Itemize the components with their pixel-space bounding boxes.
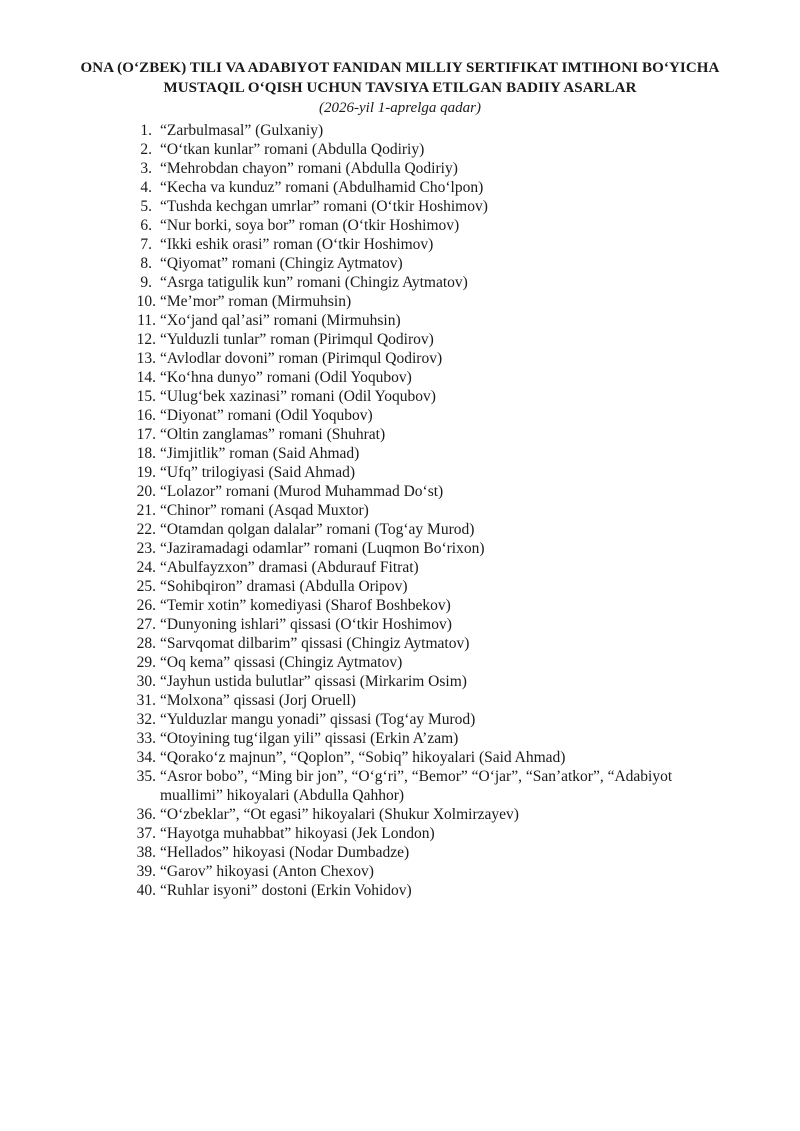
list-item-number: 17. bbox=[136, 426, 156, 443]
list-item-text: “Kecha va kunduz” romani (Abdulhamid Cho‘lpon) bbox=[160, 179, 484, 196]
list-item bbox=[0, 387, 800, 406]
list-item-text: “Sarvqomat dilbarim” qissasi (Chingiz Aytmatov) bbox=[160, 635, 470, 652]
list-item-number: 4. bbox=[140, 179, 152, 196]
list-item-text: “Chinor” romani (Asqad Muxtor) bbox=[160, 502, 369, 519]
list-item bbox=[0, 843, 800, 862]
list-item-number: 39. bbox=[136, 863, 156, 880]
list-item-text: “Otamdan qolgan dalalar” romani (Tog‘ay Murod) bbox=[160, 521, 475, 538]
list-item bbox=[0, 710, 800, 729]
list-item-text: “Nur borki, soya bor” roman (O‘tkir Hoshimov) bbox=[160, 217, 460, 234]
document-title-line-1: ONA (O‘ZBEK) TILI VA ADABIYOT FANIDAN MILLIY SERTIFIKAT IMTIHONI BO‘YICHA bbox=[80, 60, 720, 76]
list-item-text: “Jayhun ustida bulutlar” qissasi (Mirkarim Osim) bbox=[160, 673, 467, 690]
list-item-text: “Ko‘hna dunyo” romani (Odil Yoqubov) bbox=[160, 369, 412, 386]
list-item bbox=[0, 235, 800, 254]
list-item bbox=[0, 824, 800, 843]
list-item-text: “Abulfayzxon” dramasi (Abdurauf Fitrat) bbox=[160, 559, 419, 576]
list-item bbox=[0, 577, 800, 596]
list-item-number: 25. bbox=[136, 578, 156, 595]
list-item bbox=[0, 634, 800, 653]
list-item-number: 7. bbox=[140, 236, 152, 253]
list-item-number: 20. bbox=[136, 483, 156, 500]
list-item-number: 23. bbox=[136, 540, 156, 557]
list-item bbox=[0, 805, 800, 824]
list-item bbox=[0, 178, 800, 197]
list-item-number: 16. bbox=[136, 407, 156, 424]
list-item-number: 5. bbox=[140, 198, 152, 215]
list-item-text: “O‘tkan kunlar” romani (Abdulla Qodiriy) bbox=[160, 141, 425, 158]
list-item-number: 13. bbox=[136, 350, 156, 367]
list-item-text: “Dunyoning ishlari” qissasi (O‘tkir Hoshimov) bbox=[160, 616, 452, 633]
list-item bbox=[0, 672, 800, 691]
list-item bbox=[0, 729, 800, 748]
list-item-text: “Ulug‘bek xazinasi” romani (Odil Yoqubov) bbox=[160, 388, 436, 405]
list-item bbox=[0, 748, 800, 767]
list-item-number: 40. bbox=[136, 882, 156, 899]
list-item bbox=[0, 121, 800, 140]
list-item-number: 29. bbox=[136, 654, 156, 671]
list-item-number: 32. bbox=[136, 711, 156, 728]
list-item bbox=[0, 539, 800, 558]
list-item bbox=[0, 520, 800, 539]
list-item-number: 3. bbox=[140, 160, 152, 177]
document-subtitle: (2026-yil 1-aprelga qadar) bbox=[319, 100, 481, 116]
document-title-line-2: MUSTAQIL O‘QISH UCHUN TAVSIYA ETILGAN BADIIY ASARLAR bbox=[163, 80, 637, 96]
list-item-number: 1. bbox=[140, 122, 152, 139]
list-item-number: 21. bbox=[136, 502, 156, 519]
list-item-number: 24. bbox=[136, 559, 156, 576]
list-item-number: 37. bbox=[136, 825, 156, 842]
list-item-number: 35. bbox=[136, 768, 156, 785]
list-item bbox=[0, 596, 800, 615]
list-item-number: 19. bbox=[136, 464, 156, 481]
list-item bbox=[0, 140, 800, 159]
list-item-text: “Sohibqiron” dramasi (Abdulla Oripov) bbox=[160, 578, 408, 595]
list-item bbox=[0, 881, 800, 900]
list-item-text: “Asrga tatigulik kun” romani (Chingiz Aytmatov) bbox=[160, 274, 468, 291]
list-item-text: “Me’mor” roman (Mirmuhsin) bbox=[160, 293, 352, 310]
list-item-text: “Jaziramadagi odamlar” romani (Luqmon Bo‘rixon) bbox=[160, 540, 485, 557]
list-item bbox=[0, 197, 800, 216]
list-item bbox=[0, 368, 800, 387]
list-item bbox=[0, 653, 800, 672]
list-item-number: 9. bbox=[140, 274, 152, 291]
list-item bbox=[0, 463, 800, 482]
list-item-text: “Qiyomat” romani (Chingiz Aytmatov) bbox=[160, 255, 403, 272]
list-item-text: “Garov” hikoyasi (Anton Chexov) bbox=[160, 863, 374, 880]
list-item bbox=[0, 767, 800, 805]
list-item-number: 34. bbox=[136, 749, 156, 766]
list-item bbox=[0, 254, 800, 273]
list-item bbox=[0, 349, 800, 368]
list-item bbox=[0, 292, 800, 311]
list-item bbox=[0, 311, 800, 330]
list-item-text: “Ufq” trilogiyasi (Said Ahmad) bbox=[160, 464, 355, 481]
list-item bbox=[0, 425, 800, 444]
list-item-text: “O‘zbeklar”, “Ot egasi” hikoyalari (Shukur Xolmirzayev) bbox=[160, 806, 519, 823]
document-header bbox=[0, 58, 800, 118]
list-item-text: “Asror bobo”, “Ming bir jon”, “O‘g‘ri”, “Bemor” “O‘jar”, “San’atkor”, “Adabiyot muallimi” hikoyalari (Abdulla Qahhor) bbox=[160, 768, 673, 804]
list-item bbox=[0, 615, 800, 634]
list-item bbox=[0, 216, 800, 235]
list-item-number: 22. bbox=[136, 521, 156, 538]
list-item-text: “Molxona” qissasi (Jorj Oruell) bbox=[160, 692, 356, 709]
list-item-number: 6. bbox=[140, 217, 152, 234]
list-item-text: “Yulduzlar mangu yonadi” qissasi (Tog‘ay Murod) bbox=[160, 711, 476, 728]
list-item bbox=[0, 444, 800, 463]
list-item-text: “Ikki eshik orasi” roman (O‘tkir Hoshimov) bbox=[160, 236, 434, 253]
list-item bbox=[0, 558, 800, 577]
list-item bbox=[0, 273, 800, 292]
list-item-number: 15. bbox=[136, 388, 156, 405]
list-item-text: “Yulduzli tunlar” roman (Pirimqul Qodirov) bbox=[160, 331, 434, 348]
list-item-number: 30. bbox=[136, 673, 156, 690]
list-item-text: “Avlodlar dovoni” roman (Pirimqul Qodirov) bbox=[160, 350, 443, 367]
list-item-number: 14. bbox=[136, 369, 156, 386]
list-item-number: 27. bbox=[136, 616, 156, 633]
list-item bbox=[0, 691, 800, 710]
list-item-text: “Ruhlar isyoni” dostoni (Erkin Vohidov) bbox=[160, 882, 412, 899]
list-item-number: 10. bbox=[136, 293, 156, 310]
list-item-number: 28. bbox=[136, 635, 156, 652]
list-item bbox=[0, 406, 800, 425]
list-item-text: “Temir xotin” komediyasi (Sharof Boshbekov) bbox=[160, 597, 451, 614]
list-item-text: “Otoyining tug‘ilgan yili” qissasi (Erkin A’zam) bbox=[160, 730, 459, 747]
list-item-text: “Tushda kechgan umrlar” romani (O‘tkir Hoshimov) bbox=[160, 198, 488, 215]
list-item bbox=[0, 330, 800, 349]
list-item-number: 2. bbox=[140, 141, 152, 158]
list-item-text: “Zarbulmasal” (Gulxaniy) bbox=[160, 122, 324, 139]
list-item-text: “Oltin zanglamas” romani (Shuhrat) bbox=[160, 426, 386, 443]
list-item-number: 31. bbox=[136, 692, 156, 709]
book-list bbox=[0, 121, 800, 900]
list-item-number: 18. bbox=[136, 445, 156, 462]
list-item bbox=[0, 159, 800, 178]
list-item-text: “Qorako‘z majnun”, “Qoplon”, “Sobiq” hikoyalari (Said Ahmad) bbox=[160, 749, 566, 766]
list-item-number: 26. bbox=[136, 597, 156, 614]
list-item-text: “Mehrobdan chayon” romani (Abdulla Qodiriy) bbox=[160, 160, 458, 177]
list-item-text: “Xo‘jand qal’asi” romani (Mirmuhsin) bbox=[160, 312, 401, 329]
list-item-text: “Hayotga muhabbat” hikoyasi (Jek London) bbox=[160, 825, 435, 842]
list-item-text: “Lolazor” romani (Murod Muhammad Do‘st) bbox=[160, 483, 444, 500]
list-item-number: 8. bbox=[140, 255, 152, 272]
list-item-number: 12. bbox=[136, 331, 156, 348]
list-item-number: 38. bbox=[136, 844, 156, 861]
list-item-number: 33. bbox=[136, 730, 156, 747]
list-item bbox=[0, 482, 800, 501]
list-item-number: 11. bbox=[137, 312, 156, 329]
list-item-number: 36. bbox=[136, 806, 156, 823]
list-item-text: “Diyonat” romani (Odil Yoqubov) bbox=[160, 407, 373, 424]
list-item bbox=[0, 501, 800, 520]
list-item-text: “Hellados” hikoyasi (Nodar Dumbadze) bbox=[160, 844, 410, 861]
list-item-text: “Jimjitlik” roman (Said Ahmad) bbox=[160, 445, 360, 462]
list-item-text: “Oq kema” qissasi (Chingiz Aytmatov) bbox=[160, 654, 403, 671]
list-item bbox=[0, 862, 800, 881]
